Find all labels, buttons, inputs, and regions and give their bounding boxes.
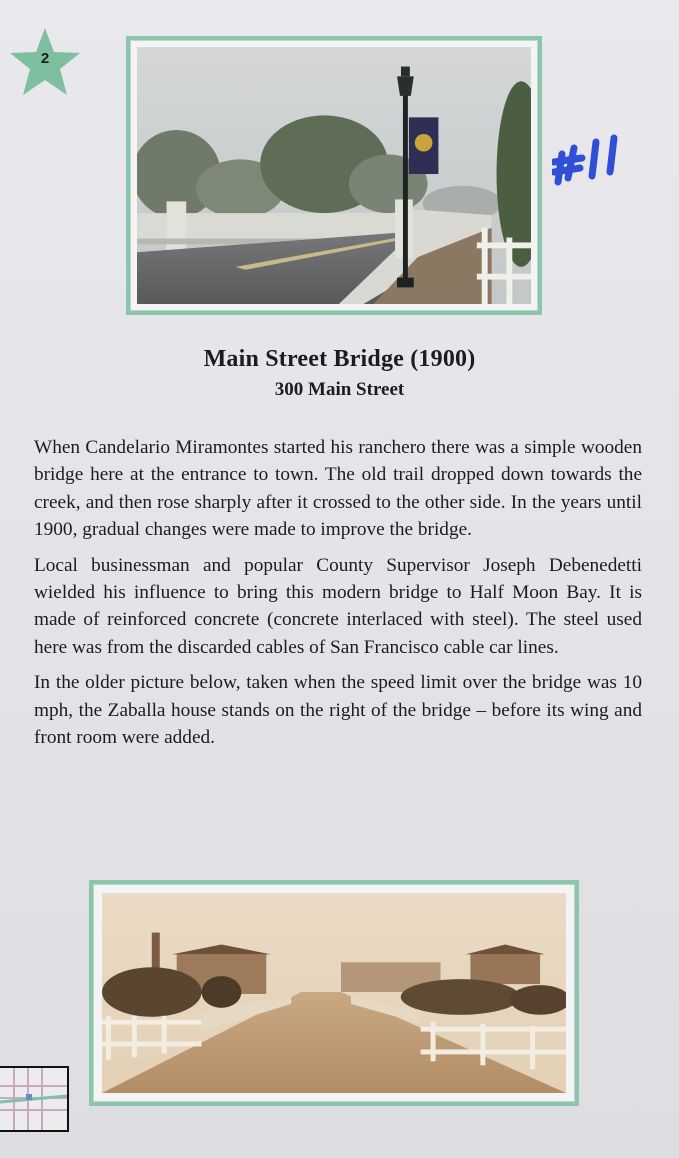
address: 300 Main Street bbox=[274, 379, 405, 400]
page-title: Main Street Bridge (1900) bbox=[203, 346, 476, 372]
handwritten-note bbox=[552, 132, 632, 192]
bottom-photo-frame bbox=[89, 880, 579, 1106]
description bbox=[34, 434, 642, 759]
paragraph-2: Local businessman and popular County Supervisor Joseph Debenedetti wielded his influence to bring this modern bridge to Half Moon Bay. It is made of reinforced concrete (concrete interlaced with steel). The steel used here was from the discarded cables of San Francisco cable car lines. bbox=[34, 554, 642, 658]
paragraph-3: In the older picture below, taken when the speed limit over the bridge was 10 mph, the Zaballa house stands on the right of the bridge – before its wing and front room were added. bbox=[34, 672, 642, 749]
paragraph-1: When Candelario Miramontes started his ranchero there was a simple wooden bridge here at the entrance to town. The old trail dropped down towards the creek, and then rose sharply after it crossed to the other side. In the years until 1900, gradual changes were made to improve the bridge. bbox=[34, 437, 642, 541]
map-thumbnail bbox=[0, 1066, 69, 1132]
stop-number: 2 bbox=[40, 50, 50, 67]
map-icon bbox=[0, 1068, 67, 1130]
top-photo-frame bbox=[126, 36, 542, 315]
historic-bridge-photo bbox=[102, 893, 566, 1093]
bridge-photo bbox=[137, 47, 531, 304]
